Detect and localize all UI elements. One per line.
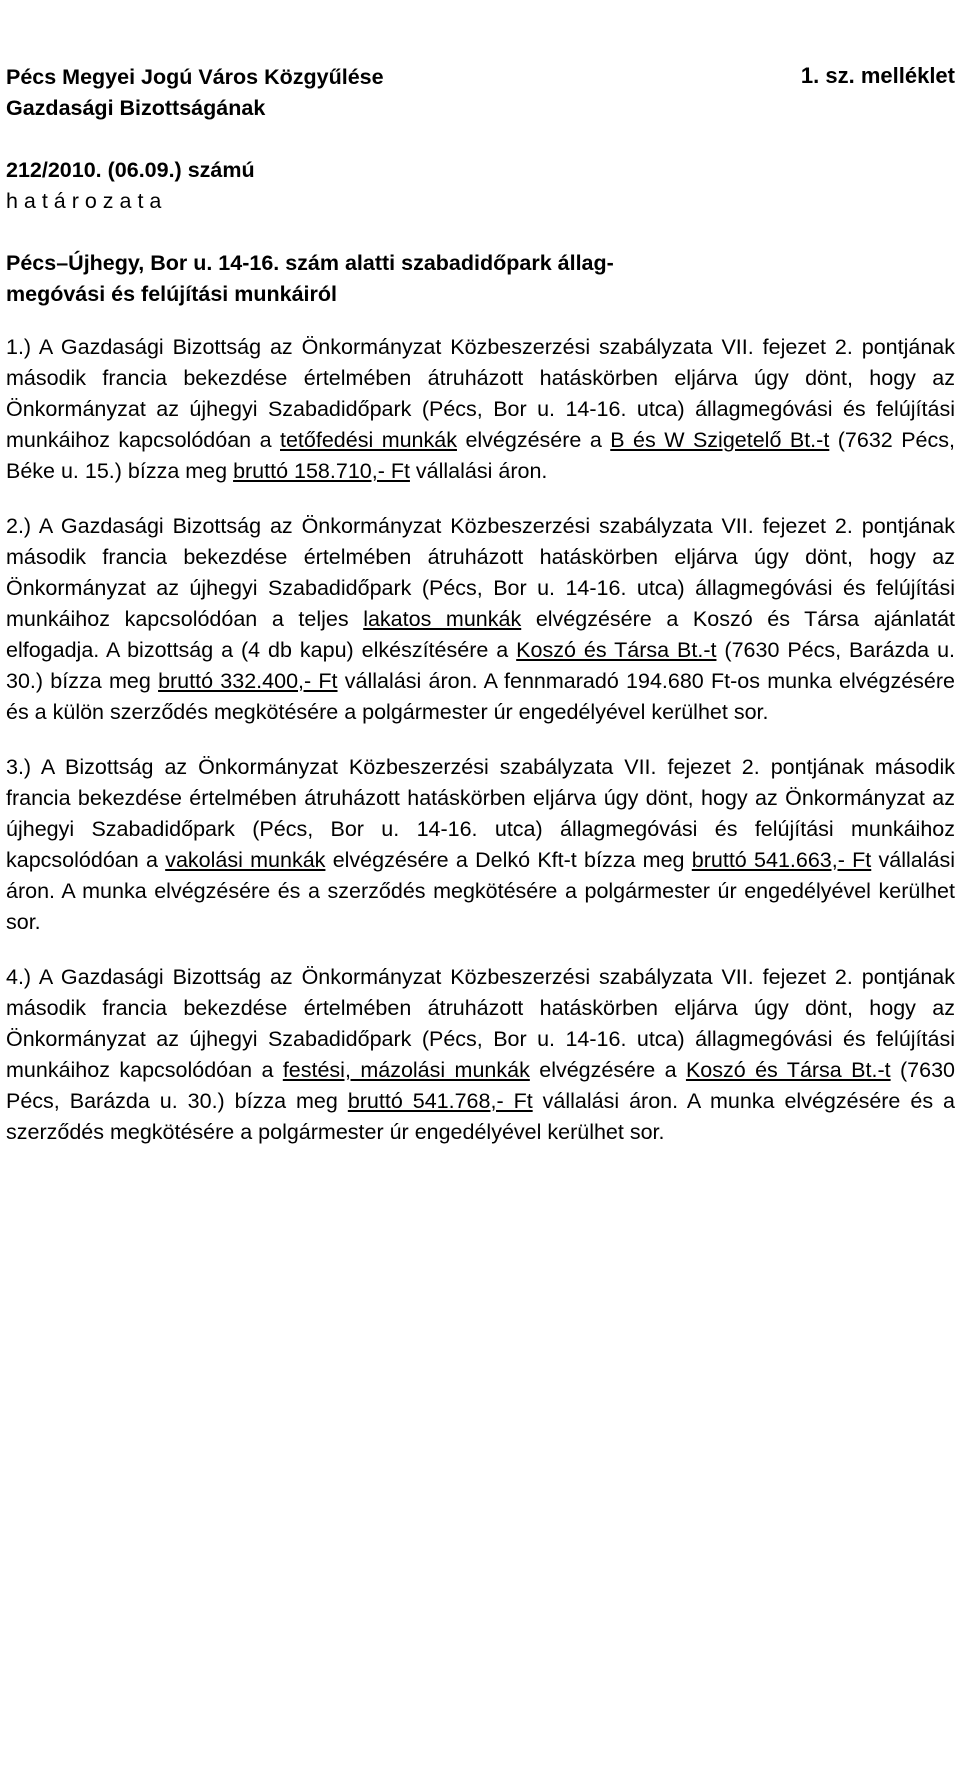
resolution-number: 212/2010. (06.09.) számú <box>6 158 255 182</box>
organization-line-2: Gazdasági Bizottságának <box>6 96 266 120</box>
document-page <box>0 62 960 1773</box>
resolution-heading <box>6 155 955 217</box>
subject-line-1: Pécs–Újhegy, Bor u. 14-16. szám alatti szabadidőpark állag- <box>6 251 614 275</box>
resolution-item-4: 4.) A Gazdasági Bizottság az Önkormányzat Közbeszerzési szabályzata VII. fejezet 2. pontjának második francia bekezdése értelmében átruházott hatáskörben eljárva úgy dönt, hogy az Önkormányzat az újhegyi Szabadidőpark (Pécs, Bor u. 14-16. utca) állagmegóvási és felújítási munkáihoz kapcsolódóan a festési, mázolási munkák elvégzésére a Koszó és Társa Bt.-t (7630 Pécs, Barázda u. 30.) bízza meg bruttó 541.768,- Ft vállalási áron. A munka elvégzésére és a szerződés megkötésére a polgármester úr engedélyével kerülhet sor. <box>6 965 955 1144</box>
underlined-text: B és W Szigetelő Bt.-t <box>610 428 830 452</box>
resolution-word: h a t á r o z a t a <box>6 189 162 213</box>
resolution-item-3: 3.) A Bizottság az Önkormányzat Közbeszerzési szabályzata VII. fejezet 2. pontjának második francia bekezdése értelmében átruházott hatáskörben eljárva úgy dönt, hogy az Önkormányzat az újhegyi Szabadidőpark (Pécs, Bor u. 14-16. utca) állagmegóvási és felújítási munkáihoz kapcsolódóan a vakolási munkák elvégzésére a Delkó Kft-t bízza meg bruttó 541.663,- Ft vállalási áron. A munka elvégzésére és a szerződés megkötésére a polgármester úr engedélyével kerülhet sor. <box>6 755 955 934</box>
underlined-amount: bruttó 541.768,- Ft <box>347 1089 533 1113</box>
underlined-text: Koszó és Társa Bt.-t <box>516 638 717 662</box>
organization-line-1: Pécs Megyei Jogú Város Közgyűlése <box>6 65 384 89</box>
underlined-text: tetőfedési munkák <box>280 428 457 452</box>
underlined-text: vakolási munkák <box>165 848 326 872</box>
subject-line-2: megóvási és felújítási munkáiról <box>6 282 337 306</box>
underlined-amount: bruttó 332.400,- Ft <box>158 669 338 693</box>
underlined-text: lakatos munkák <box>363 607 522 631</box>
resolution-item-2: 2.) A Gazdasági Bizottság az Önkormányzat Közbeszerzési szabályzata VII. fejezet 2. pontjának második francia bekezdése értelmében átruházott hatáskörben eljárva úgy dönt, hogy az Önkormányzat az újhegyi Szabadidőpark (Pécs, Bor u. 14-16. utca) állagmegóvási és felújítási munkáihoz kapcsolódóan a teljes lakatos munkák elvégzésére a Koszó és Társa ajánlatát elfogadja. A bizottság a (4 db kapu) elkészítésére a Koszó és Társa Bt.-t (7630 Pécs, Barázda u. 30.) bízza meg bruttó 332.400,- Ft vállalási áron. A fennmaradó 194.680 Ft-os munka elvégzésére és a külön szerződés megkötésére a polgármester úr engedélyével kerülhet sor. <box>6 514 956 724</box>
underlined-text: Koszó és Társa Bt.-t <box>685 1058 891 1082</box>
resolution-subject <box>6 248 955 310</box>
underlined-amount: bruttó 158.710,- Ft <box>233 459 410 483</box>
underlined-text: festési, mázolási munkák <box>282 1058 530 1082</box>
underlined-amount: bruttó 541.663,- Ft <box>691 848 872 872</box>
annex-label: 1. sz. melléklet <box>800 63 955 88</box>
resolution-item-1: 1.) A Gazdasági Bizottság az Önkormányzat Közbeszerzési szabályzata VII. fejezet 2. pontjának második francia bekezdése értelmében átruházott hatáskörben eljárva úgy dönt, hogy az Önkormányzat az újhegyi Szabadidőpark (Pécs, Bor u. 14-16. utca) állagmegóvási és felújítási munkáihoz kapcsolódóan a tetőfedési munkák elvégzésére a B és W Szigetelő Bt.-t (7632 Pécs, Béke u. 15.) bízza meg bruttó 158.710,- Ft vállalási áron. <box>6 335 955 483</box>
